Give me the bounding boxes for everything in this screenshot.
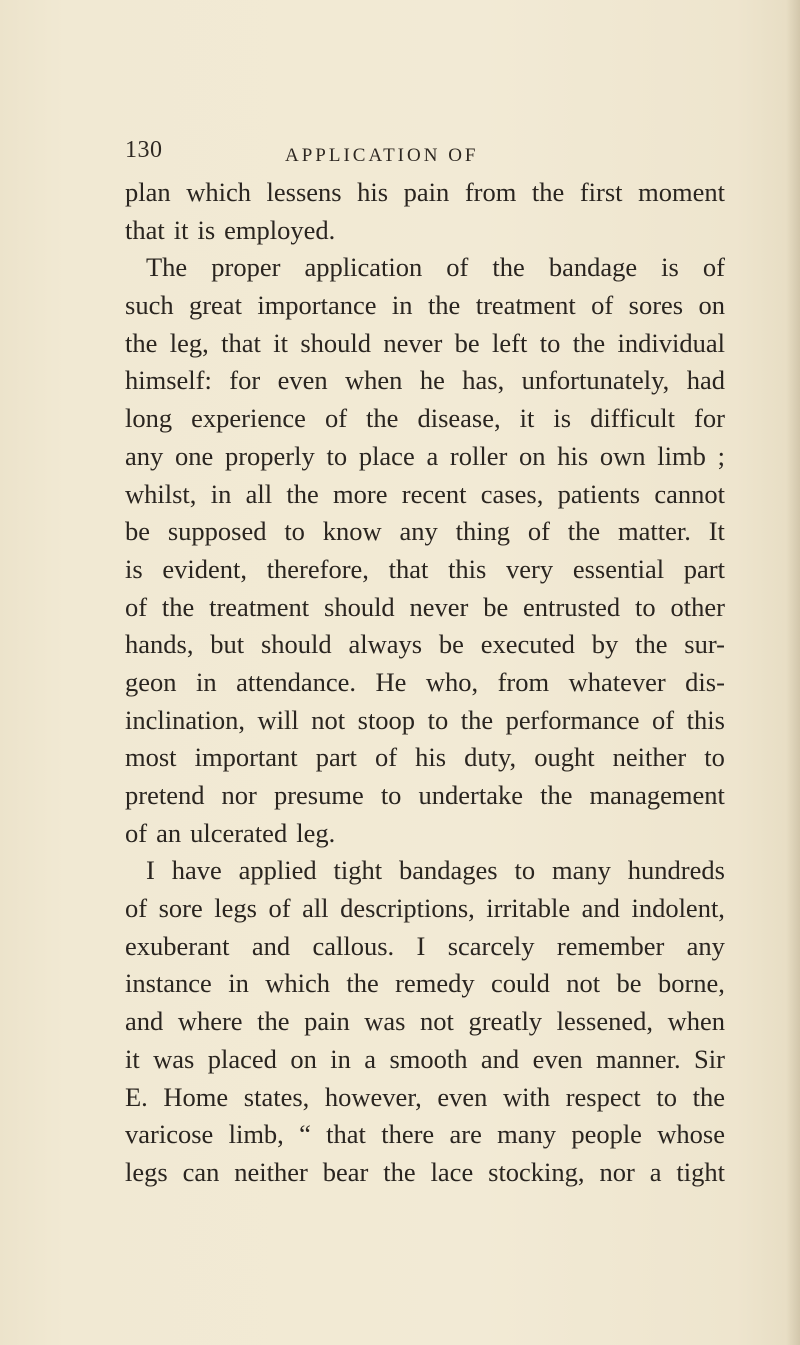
word: an	[156, 817, 182, 848]
word: a	[364, 1043, 377, 1074]
word: of	[125, 817, 148, 848]
word: whilst,	[125, 478, 197, 509]
word: it	[173, 214, 189, 245]
word: any	[125, 440, 164, 471]
word: was	[153, 1043, 195, 1074]
word: Sir	[694, 1043, 725, 1074]
text-line	[125, 438, 725, 476]
word: his	[415, 742, 447, 773]
word: application	[304, 252, 423, 283]
word: who,	[425, 666, 479, 697]
word: be	[125, 516, 151, 547]
text-line	[125, 1079, 725, 1117]
word: respect	[565, 1081, 641, 1112]
word: tight	[333, 855, 383, 886]
word: neither	[234, 1156, 308, 1187]
word: to	[427, 704, 449, 735]
word: this	[448, 553, 487, 584]
word: on	[290, 1043, 317, 1074]
word: his	[357, 177, 389, 207]
word: lessened,	[556, 1006, 654, 1037]
word: that	[388, 553, 429, 584]
word: performance	[505, 704, 640, 735]
text-line	[125, 249, 725, 287]
word: stoop	[357, 704, 416, 735]
word: the	[427, 290, 461, 321]
word: be	[454, 327, 480, 358]
word: remedy	[395, 968, 475, 999]
word: and	[581, 893, 620, 924]
word: irritable	[486, 893, 571, 924]
text-line	[125, 476, 725, 514]
text-line	[125, 1041, 725, 1079]
word: that	[221, 327, 261, 358]
word: geon	[125, 666, 177, 697]
word: entrusted	[523, 591, 621, 622]
text-line	[125, 400, 725, 438]
text-line	[125, 1116, 725, 1154]
word: of	[125, 893, 148, 924]
word: indolent,	[631, 893, 725, 924]
word: the	[540, 780, 573, 810]
word: matter.	[618, 516, 691, 547]
text-line	[125, 1154, 725, 1192]
word: the	[366, 403, 399, 434]
word: of	[446, 252, 469, 283]
word: for	[229, 365, 261, 396]
word: are	[449, 1119, 482, 1150]
word: is	[661, 252, 679, 283]
word: any	[686, 930, 725, 961]
word: great	[188, 290, 242, 321]
word: the	[125, 327, 158, 358]
word: I	[146, 855, 155, 886]
word: executed	[480, 629, 575, 660]
word: always	[348, 629, 423, 660]
word: and	[125, 1006, 164, 1037]
word: on	[519, 440, 546, 471]
text-line	[125, 702, 725, 740]
word: the	[161, 591, 195, 622]
word: unfortunately,	[521, 365, 670, 396]
word: experience	[191, 403, 306, 434]
word: E.	[125, 1081, 148, 1112]
word: could	[491, 968, 550, 999]
word: the	[567, 516, 601, 547]
word: with	[502, 1081, 551, 1112]
word: cannot	[654, 478, 725, 509]
word: bandages	[399, 855, 498, 886]
word: in	[391, 290, 413, 321]
word: legs	[125, 1156, 168, 1187]
word: whatever	[568, 666, 666, 697]
word: this	[686, 704, 725, 735]
word: the	[572, 327, 606, 358]
word: but	[210, 629, 245, 660]
word: proper	[211, 252, 281, 283]
word: when	[345, 365, 403, 396]
word: hands,	[125, 629, 194, 660]
text-line	[125, 890, 725, 928]
word: be	[616, 968, 642, 999]
word: employed.	[224, 214, 336, 245]
word: placed	[207, 1043, 277, 1074]
word: callous.	[312, 930, 395, 961]
text-line	[125, 325, 725, 363]
word: long	[125, 403, 173, 434]
text-line	[125, 174, 725, 212]
word: first	[579, 177, 623, 207]
word: varicose	[125, 1119, 214, 1150]
word: his	[557, 440, 589, 471]
word: plan	[125, 177, 171, 207]
text-line	[125, 626, 725, 664]
word: essential	[572, 553, 665, 584]
word: to	[704, 742, 725, 773]
word: the	[286, 478, 319, 509]
word: a	[426, 440, 439, 471]
word: ;	[717, 440, 725, 471]
word: tight	[676, 1156, 725, 1187]
word: lessens	[266, 177, 342, 207]
word: by	[591, 629, 619, 660]
word: neither	[612, 742, 687, 773]
word: lace	[430, 1156, 474, 1187]
word: own	[599, 440, 646, 471]
word: from	[497, 666, 550, 697]
word: descriptions,	[340, 893, 475, 924]
word: to	[514, 855, 536, 886]
text-line	[125, 212, 725, 250]
word: was	[364, 1006, 406, 1037]
word: borne,	[657, 968, 725, 999]
word: sore	[158, 893, 203, 924]
word: pain	[304, 1006, 350, 1037]
word: dis-	[685, 666, 725, 697]
word: any	[399, 516, 438, 547]
word: to	[326, 440, 348, 471]
text-line	[125, 513, 725, 551]
word: thing	[455, 516, 511, 547]
word: in	[330, 1043, 351, 1074]
word: of	[702, 252, 725, 283]
word: ought	[534, 742, 595, 773]
word: himself:	[125, 365, 212, 396]
word: left	[492, 327, 528, 358]
word: exuberant	[125, 930, 230, 961]
word: of	[591, 290, 614, 321]
word: to	[635, 591, 656, 622]
word: from	[464, 177, 517, 207]
word: therefore,	[266, 553, 369, 584]
word: of	[268, 893, 291, 924]
text-line	[125, 1003, 725, 1041]
word: the	[492, 252, 525, 283]
word: ulcerated	[190, 817, 288, 848]
word: never	[383, 327, 443, 358]
word: that	[125, 214, 165, 245]
word: there	[381, 1119, 435, 1150]
word: roller	[449, 440, 508, 471]
word: part	[683, 553, 725, 584]
word: duty,	[464, 742, 517, 773]
word: the	[692, 1081, 725, 1112]
word: The	[146, 252, 188, 283]
word: can	[182, 1156, 220, 1187]
word: bandage	[548, 252, 638, 283]
word: moment	[638, 177, 725, 207]
word: it	[519, 403, 535, 434]
word: for	[694, 403, 725, 434]
word: stocking,	[488, 1156, 585, 1187]
word: nor	[599, 1156, 635, 1187]
text-line	[125, 777, 725, 815]
word: the	[257, 1006, 290, 1037]
word: pretend	[125, 780, 205, 810]
word: be	[483, 591, 509, 622]
word: all	[245, 478, 273, 509]
word: management	[589, 780, 725, 810]
word: I	[416, 930, 426, 961]
word: the	[460, 704, 494, 735]
word: on	[698, 290, 725, 321]
word: such	[125, 290, 174, 321]
word: Home	[163, 1081, 229, 1112]
word: it	[125, 1043, 140, 1074]
word: properly	[224, 440, 315, 471]
word: part	[315, 742, 357, 773]
word: attendance.	[236, 666, 356, 697]
running-head: APPLICATION OF	[285, 145, 479, 166]
word: supposed	[167, 516, 267, 547]
word: limb	[657, 440, 706, 471]
word: should	[260, 629, 332, 660]
word: of	[125, 591, 148, 622]
word: all	[302, 893, 329, 924]
word: is	[125, 553, 143, 584]
word: and	[251, 930, 291, 961]
word: the	[635, 629, 668, 660]
word: patients	[557, 478, 641, 509]
word: one	[174, 440, 214, 471]
word: even	[437, 1081, 488, 1112]
word: a	[649, 1156, 662, 1187]
word: people	[571, 1119, 642, 1150]
word: will	[257, 704, 299, 735]
text-line	[125, 551, 725, 589]
word: remember	[556, 930, 665, 961]
word: of	[652, 704, 675, 735]
text-line	[125, 928, 725, 966]
word: more	[333, 478, 388, 509]
word: disease,	[417, 403, 501, 434]
word: hundreds	[627, 855, 725, 886]
word: not	[420, 1006, 454, 1037]
word: whose	[657, 1119, 725, 1150]
word: instance	[125, 968, 212, 999]
word: he	[419, 365, 445, 396]
word: which	[265, 968, 330, 999]
word: is	[553, 403, 572, 434]
word: that	[326, 1119, 366, 1150]
word: is	[197, 214, 216, 245]
word: the	[531, 177, 565, 207]
page-number: 130	[125, 137, 163, 163]
text-line	[125, 739, 725, 777]
word: the	[346, 968, 379, 999]
word: not	[311, 704, 346, 735]
word: other	[670, 591, 725, 622]
word: states,	[243, 1081, 310, 1112]
text-line	[125, 965, 725, 1003]
word: which	[186, 177, 251, 207]
word: should	[324, 591, 395, 622]
word: of	[527, 516, 550, 547]
word: the	[383, 1156, 416, 1187]
word: however,	[324, 1081, 422, 1112]
word: should	[300, 327, 372, 358]
word: manner.	[596, 1043, 681, 1074]
word: legs	[214, 893, 257, 924]
word: sores	[628, 290, 684, 321]
word: had	[686, 365, 725, 396]
text-line	[125, 815, 725, 853]
text-line	[125, 852, 725, 890]
word: even	[532, 1043, 583, 1074]
word: limb,	[228, 1119, 284, 1150]
word: pain	[403, 177, 450, 207]
text-line	[125, 287, 725, 325]
word: undertake	[418, 780, 523, 810]
word: leg.	[296, 817, 336, 848]
word: know	[322, 516, 382, 547]
word: evident,	[162, 553, 247, 584]
word: sur-	[684, 629, 725, 660]
word: of	[374, 742, 398, 773]
word: importance	[257, 290, 377, 321]
word: to	[656, 1081, 677, 1112]
word: has,	[462, 365, 505, 396]
word: treatment	[475, 290, 576, 321]
word: of	[324, 403, 348, 434]
word: difficult	[590, 403, 676, 434]
word: never	[409, 591, 469, 622]
body-text	[125, 174, 725, 1192]
word: It	[708, 516, 725, 547]
word: “	[299, 1119, 311, 1150]
text-line	[125, 362, 725, 400]
word: He	[375, 666, 407, 697]
word: in	[195, 666, 217, 697]
word: most	[125, 742, 177, 773]
word: it	[273, 327, 288, 358]
word: individual	[617, 327, 725, 358]
word: cases,	[480, 478, 544, 509]
word: to	[284, 516, 305, 547]
word: important	[194, 742, 298, 773]
word: presume	[273, 780, 364, 810]
word: scarcely	[447, 930, 535, 961]
word: bear	[322, 1156, 369, 1187]
word: have	[171, 855, 222, 886]
word: inclination,	[125, 704, 245, 735]
word: many	[497, 1119, 557, 1150]
word: when	[667, 1006, 725, 1037]
word: nor	[221, 780, 257, 810]
word: be	[438, 629, 464, 660]
word: place	[358, 440, 415, 471]
word: leg,	[169, 327, 209, 358]
text-line	[125, 589, 725, 627]
page-edge-shadow	[786, 0, 800, 1345]
word: in	[228, 968, 249, 999]
word: and	[480, 1043, 520, 1074]
word: not	[566, 968, 601, 999]
word: even	[277, 365, 328, 396]
word: to	[539, 327, 561, 358]
word: applied	[238, 855, 317, 886]
word: recent	[401, 478, 467, 509]
word: treatment	[209, 591, 310, 622]
word: where	[177, 1006, 243, 1037]
word: very	[506, 553, 554, 584]
word: greatly	[468, 1006, 543, 1037]
word: in	[210, 478, 232, 509]
word: many	[552, 855, 611, 886]
text-line	[125, 664, 725, 702]
word: to	[380, 780, 402, 810]
word: smooth	[389, 1043, 468, 1074]
